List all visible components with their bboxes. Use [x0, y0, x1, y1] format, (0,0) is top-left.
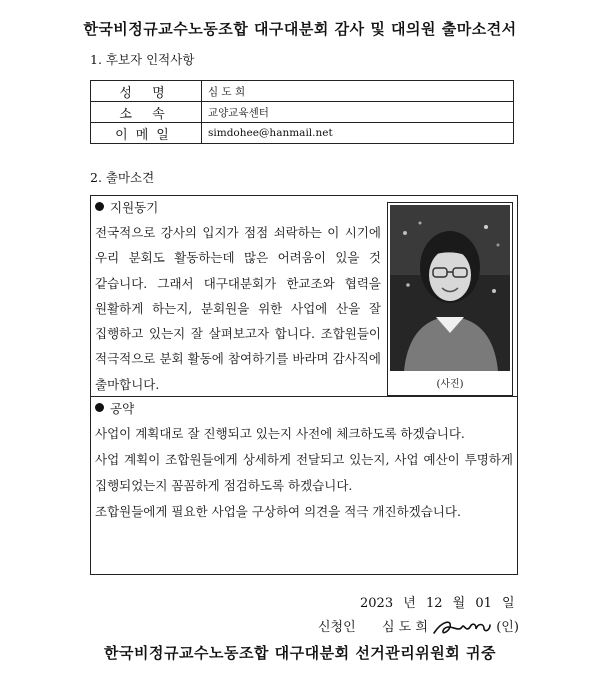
affiliation-label: 소 속 — [91, 102, 202, 123]
applicant-label: 신청인 — [318, 620, 356, 635]
affiliation-value: 교양교육센터 — [202, 102, 514, 123]
name-label: 성 명 — [91, 81, 202, 102]
pledge-text — [95, 421, 513, 525]
table-row — [91, 102, 514, 123]
motive-heading-label: 지원동기 — [110, 200, 159, 215]
date-year-unit: 년 — [403, 596, 416, 611]
email-label: 이메일 — [91, 123, 202, 144]
photo-frame — [387, 202, 513, 396]
motive-heading — [95, 198, 158, 216]
photo-caption: (사진) — [436, 379, 464, 390]
statement-box — [90, 195, 518, 575]
applicant-line — [318, 616, 519, 639]
name-value: 심 도 희 — [202, 81, 514, 102]
pledge-paragraph: 조합원들에게 필요한 사업을 구상하여 의견을 적극 개진하겠습니다. — [95, 504, 461, 519]
document-title: 한국비정규교수노동조합 대구대분회 감사 및 대의원 출마소견서 — [83, 20, 517, 38]
pledge-paragraph: 사업이 계획대로 잘 진행되고 있는지 사전에 체크하도록 하겠습니다. — [95, 426, 465, 441]
date-day: 01 — [475, 596, 492, 611]
applicant-seal: (인) — [496, 620, 519, 635]
date-line — [360, 592, 515, 611]
pledge-paragraph: 사업 계획이 조합원들에게 상세하게 전달되고 있는지, 사업 예산이 투명하게 집행되었는지 꼼꼼하게 점검하도록 하겠습니다. — [95, 452, 513, 493]
date-month-unit: 월 — [452, 596, 466, 611]
motive-section — [91, 196, 385, 396]
pledge-section — [91, 396, 517, 575]
pledge-heading-label: 공약 — [110, 401, 135, 416]
applicant-name: 심 도 희 — [381, 620, 428, 635]
date-year: 2023 — [360, 596, 394, 611]
motive-text: 전국적으로 강사의 입지가 점점 쇠락하는 이 시기에 우리 분회도 활동하는데 많은 어려움이 있을 것 같습니다. 그래서 대구대분회가 한교조와 협력을 원활하게 하는지, 분회원을 위한 사업에 산을 잘 집행하고 있는지 잘 살펴보고자 합니다. 조합원들이 적극적으로 분회 활동에 참여하기를 바라며 감사직에 출마합니다. — [95, 225, 381, 392]
email-value: simdohee@hanmail.net — [202, 123, 514, 144]
candidate-photo — [390, 205, 510, 371]
table-row — [91, 123, 514, 144]
pledge-heading — [95, 399, 134, 417]
document-footer: 한국비정규교수노동조합 대구대분회 선거관리위원회 귀중 — [104, 644, 496, 662]
candidate-info-table — [90, 80, 514, 144]
table-row — [91, 81, 514, 102]
signature-icon — [432, 617, 492, 639]
section-heading-candidate-info: 1. 후보자 인적사항 — [90, 52, 195, 67]
bullet-icon — [95, 403, 104, 412]
date-month: 12 — [425, 596, 443, 611]
section-heading-statement: 2. 출마소견 — [90, 170, 155, 185]
date-day-unit: 일 — [502, 596, 515, 611]
bullet-icon — [95, 202, 104, 211]
